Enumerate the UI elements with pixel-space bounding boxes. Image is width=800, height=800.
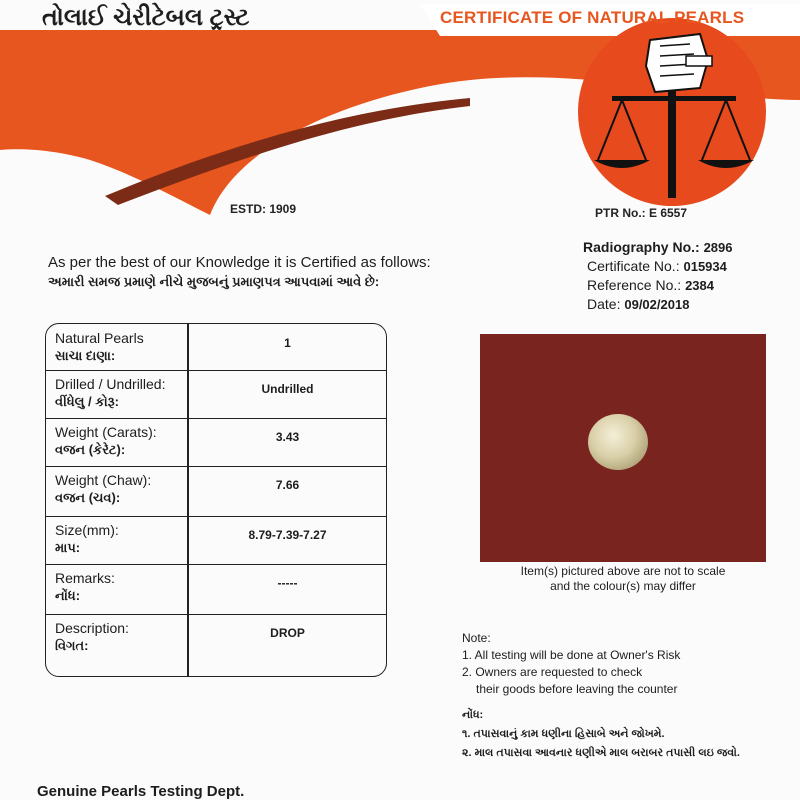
detail-row-description — [46, 614, 386, 676]
certificate-value: 015934 — [683, 259, 727, 274]
established-year: ESTD: 1909 — [230, 202, 297, 216]
pearl-image — [588, 414, 648, 470]
pearl-details-table — [45, 323, 387, 677]
radiography-value: 2896 — [703, 240, 733, 255]
note-block-gujarati — [462, 706, 740, 763]
reference-label: Reference No.: — [587, 277, 682, 293]
detail-value: Undrilled — [261, 382, 314, 396]
reference-block — [583, 238, 732, 314]
photo-caption — [480, 564, 766, 594]
detail-label-guj: વિગત: — [55, 638, 89, 653]
detail-value: 3.43 — [275, 430, 300, 444]
detail-value: 7.66 — [275, 478, 300, 492]
detail-label-en: Drilled / Undrilled: — [55, 376, 166, 392]
photo-caption-line-2: and the colour(s) may differ — [550, 579, 696, 593]
detail-value: 1 — [284, 336, 291, 350]
detail-label-guj: માપ: — [55, 540, 81, 555]
date-label: Date: — [587, 296, 621, 312]
detail-label-guj: વીંધેલુ / કોરૂ: — [55, 394, 119, 409]
detail-label-guj: નોંધ: — [55, 588, 81, 603]
detail-label-en: Remarks: — [55, 570, 115, 586]
ptr-number: PTR No.: E 6557 — [595, 206, 688, 220]
certificate-label: Certificate No.: — [587, 258, 680, 274]
note-title-gujarati: નોંધ: — [462, 709, 484, 721]
detail-label-guj: વજન (કેરેટ): — [55, 442, 126, 457]
radiography-label: Radiography No.: — [583, 239, 700, 255]
certificate-title: CERTIFICATE OF NATURAL PEARLS — [440, 8, 745, 27]
detail-label-en: Natural Pearls — [55, 330, 144, 346]
date-row — [583, 295, 732, 314]
brand-name-gujarati: તોલાઈ ચેરીટેબલ ટ્રસ્ટ — [42, 4, 250, 31]
detail-row-drilled — [46, 370, 386, 419]
detail-row-weight-chaw — [46, 466, 386, 517]
intro-gujarati: અમારી સમજ પ્રમાણે નીચે મુજબનું પ્રમાણપત્ર આપવામાં આવે છે: — [48, 274, 380, 289]
detail-row-weight-carats — [46, 418, 386, 467]
note-block — [462, 630, 680, 698]
photo-caption-line-1: Item(s) pictured above are not to scale — [520, 564, 726, 578]
note-item-1: 1. All testing will be done at Owner's Risk — [462, 648, 681, 662]
detail-row-natural-pearls — [46, 324, 386, 371]
detail-row-remarks — [46, 564, 386, 615]
department-name: Genuine Pearls Testing Dept. — [37, 783, 245, 800]
certificate-row — [583, 257, 732, 276]
note-item-1-gujarati: ૧. તપાસવાનું કામ ધણીના હિસાબે અને જોખમે. — [462, 728, 665, 740]
note-item-2-continued: their goods before leaving the counter — [476, 682, 678, 696]
date-value: 09/02/2018 — [624, 297, 690, 312]
reference-row — [583, 276, 732, 295]
detail-value: DROP — [270, 626, 305, 640]
detail-label-en: Size(mm): — [55, 522, 119, 538]
note-item-2: 2. Owners are requested to check — [462, 665, 643, 679]
detail-label-en: Weight (Carats): — [55, 424, 157, 440]
radiography-row — [583, 238, 732, 257]
detail-value: ----- — [277, 576, 298, 590]
detail-label-guj: વજન (ચવ): — [55, 490, 121, 505]
detail-label-en: Weight (Chaw): — [55, 472, 152, 488]
intro-english: As per the best of our Knowledge it is Certified as follows: — [48, 254, 431, 271]
header-banner — [0, 0, 800, 240]
detail-label-guj: સાચા દાણા: — [55, 348, 116, 363]
detail-row-size — [46, 516, 386, 565]
detail-label-en: Description: — [55, 620, 129, 636]
note-item-2-gujarati: ૨. માલ તપાસવા આવનાર ધણીએ માલ બરાબર તપાસી લઇ જવો. — [462, 747, 740, 759]
detail-value: 8.79-7.39-7.27 — [248, 528, 327, 542]
reference-value: 2384 — [685, 278, 714, 293]
note-title: Note: — [462, 631, 491, 645]
